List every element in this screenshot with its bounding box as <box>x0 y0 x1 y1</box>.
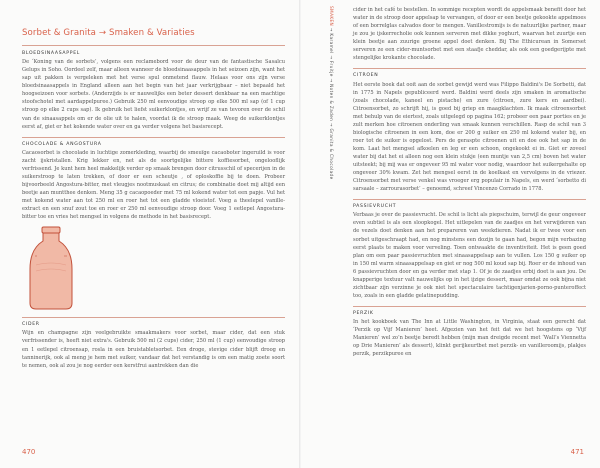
section-rule <box>353 306 586 307</box>
page-number-right: 471 <box>570 448 584 456</box>
section-text: In het kookboek van The Inn at Little Washington, in Virginia, staat een gerecht dat ‘Perzik op Vijf Manieren’ heet. Afgezien van het feit dat we het hoogstens op ‘Vijf Manieren’ wel zo’n beetje beredt hebben (mijn man dreigde recent met ‘Wall’s Viennetta op Drie Manieren’ als dessert), klinkt gerijkeurtbet met perzik- en vanilleroomijs, plakjes perzik, perzikpuree en <box>353 319 586 358</box>
section-text: Verbaas je over de passievrucht. De schil is licht als piepschuim, terwijl de geur ongeveer even subtiel is als een sloopkogel. Het uitlepelen van de zaadjes en het verwijderen van de vezels doet denken aan het prepareren van weekdieren. Nadat ik er twee voor een sorbet uitgeschraapt had, en nog minstens een dozijn te gaan had, begon mijn verbazing eerst plaats te maken voor verveling. Toen ontwaakte de inventiviteit. Het is geen goed plan om een paar passievruchten met sinaasappelsap aan te vullen. Los 150 g suiker op in 150 ml warm sinaasappelsap en giet er nog 500 ml koud sap bij. Roer er de inhoud van 6 passievruchten door en ga verder met stap 1. Of je de zaadjes erbij doet is aan jou. De knapperige textuur valt nauwelijks op in het ijzige dessert, maar omdat ze ook bijna niet zichtbaar zijn verzinne je ook niet het spectaculaire tachtigenjarien-porno-punteroffect too, zoals in een gladde gelatinepudding. <box>353 212 586 299</box>
right-page <box>301 0 600 468</box>
section-cider <box>22 322 285 369</box>
section-heading: CITROEN <box>353 73 379 79</box>
section-rule <box>353 68 586 69</box>
section-bloedsinaasappel <box>22 51 285 131</box>
section-chocolade <box>22 142 285 222</box>
section-text: Het eerste boek dat ooit aan de sorbet gewijd werd was Filippo Baldini's De Sorbetti, dat in 1775 in Napels gepubliceerd werd. Baldini werd deels zijn smaken in aromatische (zoals chocolade, kaneel en pistache) en zure (citroen, zure kers en aardbei). Citroensorbet, zo schrijft hij, is goed bij griep en maagklachten. Ik maak citroensorbet met behulp van de eiertest, zoals uitgelegd op pagina 162; probeer een paar porties en je zult merken hoe citroenen onderling van smaak kunnen verschillen. Rasp de schil van 3 biologische citroenen in een kom, doe er 200 g suiker en 250 ml kokend water bij, en roer tot de suiker is opgelost. Pers de geraspte citroenen uit en doe ook het sap in de kom. Laat het mengsel afkoelen en leg er een schoon, ongekookt ei in. Giet er zoveel water bij dat het ei alleen nog een klein stukje (een muntje van 2,5 cm) boven het water uitsteekt; bij mij was er ongeveer 95 ml water voor nodig, waardoor het suikergehalte op ongeveer 30% kwam. Zet het mengsel eerst in de koelkast en vervolgens in de vriezer. Citroensorbet met verse venkel was vroeger erg populair in Napels, en werd ‘sorbetto di sarsaale – zarrourasorbet’ – genoemd, schreef Vincenzo Corrado in 1778. <box>353 81 586 193</box>
section-heading: CHOCOLADE & ANGOSTURA <box>22 141 102 147</box>
right-page-content <box>353 6 586 358</box>
header-rule <box>22 45 285 46</box>
chapter-tab-accent: SMAKEN <box>329 6 334 27</box>
section-heading: CIDER <box>22 322 40 328</box>
left-page-content <box>22 28 285 370</box>
section-heading: BLOEDSINAASAPPEL <box>22 51 81 56</box>
section-text: De ‘Koning van de sorbets’, volgens een reclamebord voor de deur van de fantastische Sasalcu Gelups in Soho. Oordeel zelf, maar alleen wanneer de bloedsinaasappels in het seizoen zijn, want het sap uit pakken is vergeleken met het verse spul onmetend flauw. Helaas voor ons zijn verse bloedsinaasappels in England alleen aan het begin van het jaar verkrijgbaar – niet bepaald het hoogseizoen voor sorbets. (Anderzijds is er nauwelijks een beter dessert denkbaar na een machtige stoofschotel met aardappelpuree.) Gebruik 250 ml eenvoudige stroop op elke 500 ml sap (of 1 cup stroop op elke 2 cups sap). Ik gebruik het liefst suikerklontjes, en wrijf ze van tevoren over de schil van de sinaasappels om er de olie uit te halen, voordat ik de stroop maak. Weeg de suikerklontjes eerst af, giet er het kokende water over en ga verder volgens het basisrecept. <box>22 59 285 130</box>
page-number-left: 470 <box>22 448 36 456</box>
chapter-tab-path: → Karamel → Fruitje → Noten & Zaden → Granita & Chocolade <box>329 27 334 180</box>
section-text: cider in het café te bestellen. In sommige recepten wordt de appelsmaak benefit door het water in de stroop door appelsap te vervangen, of door er een beetje gekookte appelmoes of een borrelglas calvados door te mengen. Vanillestromijs is de natuurlijke partner, maar je zou je ijskerrecholie ook kunnen serveren met dikke yoghurt, waarvan het zuurtje een klein beetje aan zuurige groene appel doet denken. Bij The Ethicurean in Somerset serveren ze een cider-muntsorbet met een staafje cheddar, als ook een goedgerijpte met stengelijke krokante chocolade. <box>353 7 586 62</box>
chapter-tab-text <box>329 6 334 180</box>
illustration-area <box>22 221 285 317</box>
section-rule <box>353 199 586 200</box>
section-cider-continued <box>353 6 586 62</box>
section-heading: PERZIK <box>353 310 374 316</box>
section-citroen <box>353 73 586 193</box>
section-rule <box>22 137 285 138</box>
section-heading: PASSIEVRUCHT <box>353 204 397 210</box>
chapter-tab <box>320 6 344 306</box>
section-text: Wijn en champagne zijn veelgebruikte smaakmakers voor sorbet, maar cider, dat een stuk verfrissender is, heeft niet extra's. Gebruik 500 ml (2 cups) cider, 250 ml (1 cup) eenvoudige stroop en 1 eetlepel citroensap, rosla in een bruistabletsorbet. Een droge, stevige cider blijft droog en tanninerijk, ook al meng je hem met suiker, vandaar dat het verstandig is om een matig zoete soort te nemen, ook al zou je nog eerder een kerstfrui aantrekken dan die <box>22 330 285 369</box>
section-rule <box>22 317 285 318</box>
left-page <box>0 0 299 468</box>
cider-jar-illustration <box>26 225 76 313</box>
chapter-title: Sorbet & Granita → Smaken & Variaties <box>22 28 195 38</box>
section-passievrucht <box>353 204 586 300</box>
section-text: Cacaosorbet is chocolade in luchtige zomerkleding, waarbij de smeuïge cacaoboter ingeruild is voor zacht ijskristallen. Krig lekker en, net als de soortgelijke bittere koffiesorbet, ongelooflijk verfrissend. Je kunt hem heel makkelijk verder op smaak brengen door citrusschil of specerijen in de suikerstroop te laten trekken, of door er een scheutje , of oploskoffie bij te doen. Probeer bijvoorbeeld Angostura-bitter, met vleugjes nootmuskaat en citrus; de combinatie doet mij altijd een beetje aan muntthee denken. Meng 35 g cacaopoeder met 75 ml kokend water tot een papje. Vul het met kokend water aan tot 250 ml en roer het tot een gladde vloeistof. Voeg a theelepel vanille-extract en een snuf zout toe en roer er 250 ml eenvoudige stroop door. Voeg 1 eetlepel Angostura-bitter toe en vries het mengsel in volgens de methode in het basisrecept. <box>22 149 285 221</box>
section-perzik <box>353 311 586 358</box>
